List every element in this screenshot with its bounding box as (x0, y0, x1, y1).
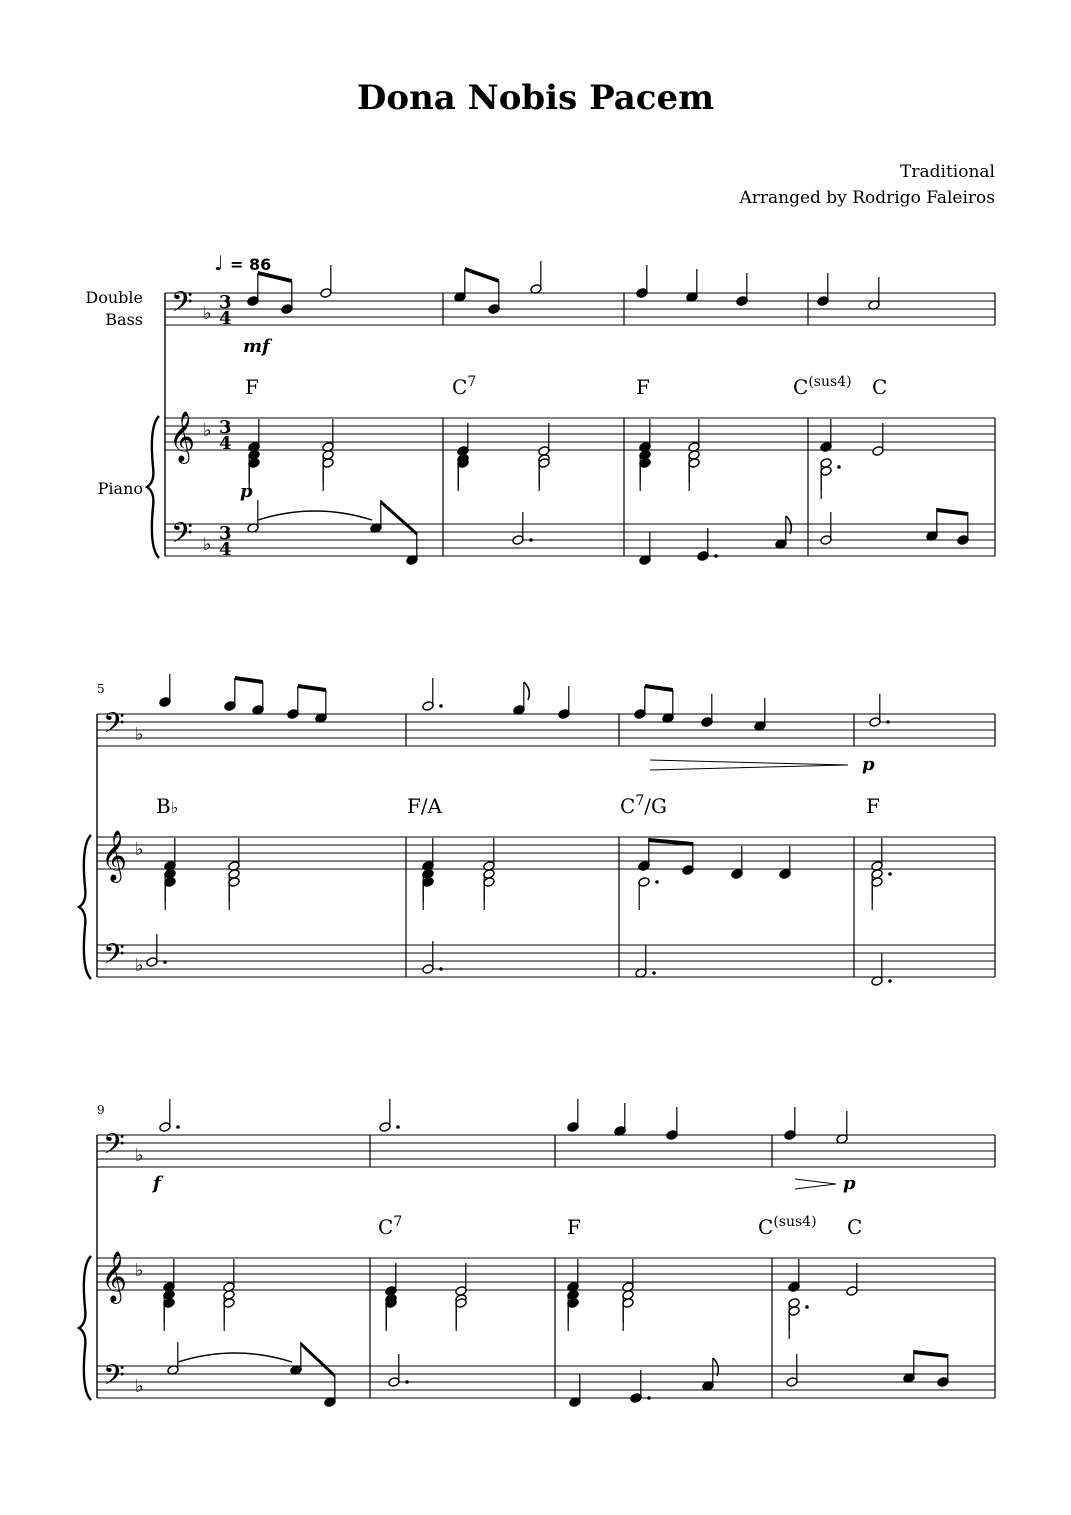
instrument-name-piano: Piano (97, 479, 143, 498)
chord-symbol: $C^{(sus4)}$ (793, 374, 852, 399)
chord-symbol: F (866, 794, 880, 818)
time-signature-bottom: 4 (219, 308, 232, 329)
piano-bass-staff (165, 524, 995, 556)
chord-symbol: F (567, 1215, 581, 1239)
time-signature-top: 3 (219, 523, 232, 544)
time-signature-bottom: 4 (219, 539, 232, 560)
dynamic-marking: p (843, 1173, 856, 1194)
augmentation-dot (163, 960, 167, 964)
augmentation-dot (529, 538, 533, 542)
chord-symbol: F (245, 375, 259, 399)
treble-clef-icon: 𝄞 (101, 1251, 128, 1302)
augmentation-dot (837, 465, 841, 469)
augmentation-dot (886, 720, 890, 724)
augmentation-dot (439, 967, 443, 971)
arranger: Arranged by Rodrigo Faleiros (739, 188, 995, 208)
tie (178, 1353, 292, 1362)
augmentation-dot (805, 1305, 809, 1309)
beam (465, 267, 499, 283)
instrument-name-bass-1: Double (85, 288, 143, 307)
piano-brace (147, 416, 159, 558)
key-signature-flat: ♭ (135, 724, 144, 745)
augmentation-dot (652, 971, 656, 975)
tie (258, 511, 372, 520)
bass-clef-icon: 𝄢 (171, 286, 193, 326)
bass-clef-icon: 𝄢 (103, 1359, 125, 1399)
key-signature-flat: ♭ (135, 1260, 144, 1281)
dynamic-marking: p (240, 481, 253, 502)
page-title: Dona Nobis Pacem (356, 78, 715, 118)
chord-symbol: $C^7/G$ (620, 793, 667, 818)
decrescendo-hairpin (650, 760, 848, 770)
augmentation-dot (647, 1396, 651, 1400)
beam (914, 1350, 948, 1358)
treble-clef-icon: 𝄞 (101, 830, 128, 881)
chord-symbol: B♭ (156, 794, 179, 818)
dynamic-marking: f (153, 1173, 161, 1194)
beam (258, 271, 292, 283)
bass-clef-icon: 𝄢 (103, 938, 125, 978)
beam (937, 508, 968, 516)
systems-container (79, 261, 995, 1407)
augmentation-dot (405, 1380, 409, 1384)
augmentation-dot (714, 554, 718, 558)
composer: Traditional (900, 162, 995, 182)
beam (381, 500, 417, 536)
decrescendo-hairpin (795, 1179, 836, 1189)
beam (301, 1342, 335, 1378)
chord-symbol: $C^7$ (452, 374, 477, 399)
measure-number: 5 (97, 682, 105, 696)
chord-symbol: F (636, 375, 650, 399)
chord-symbol: $C^{(sus4)}$ (758, 1214, 817, 1239)
piano-treble-staff (165, 418, 995, 450)
time-signature-bottom: 4 (219, 433, 232, 454)
double-bass-staff (97, 714, 995, 746)
instrument-name-bass-2: Bass (105, 310, 143, 329)
measure-number: 9 (97, 1103, 105, 1117)
dynamic-marking: p (862, 754, 875, 775)
augmentation-dot (439, 704, 443, 708)
beam (235, 676, 263, 684)
chord-symbol: C (847, 1215, 863, 1239)
piano-brace (79, 1256, 91, 1400)
bass-clef-icon: 𝄢 (103, 707, 125, 747)
eighth-flag (786, 516, 791, 534)
eighth-flag (524, 682, 529, 700)
piano-bass-staff (97, 945, 995, 977)
bass-clef-icon: 𝄢 (171, 517, 193, 557)
double-bass-staff (97, 1135, 995, 1167)
treble-clef-icon: 𝄞 (169, 411, 196, 462)
piano-bass-staff (97, 1366, 995, 1398)
key-signature-flat: ♭ (135, 1376, 144, 1397)
key-signature-flat: ♭ (203, 534, 212, 555)
tempo-marking: = 86 (230, 255, 272, 274)
beam (645, 684, 673, 692)
piano-brace (79, 835, 91, 979)
key-signature-flat: ♭ (203, 420, 212, 441)
chord-symbol: F/A (407, 794, 443, 818)
augmentation-dot (888, 872, 892, 876)
dynamic-marking: mf (243, 336, 270, 357)
time-signature-top: 3 (219, 292, 232, 313)
augmentation-dot (396, 1125, 400, 1129)
quarter-note-icon: ♩ (214, 251, 224, 275)
beam (298, 684, 326, 692)
chord-symbol: $C^7$ (378, 1214, 403, 1239)
key-signature-flat: ♭ (203, 303, 212, 324)
key-signature-flat: ♭ (135, 1145, 144, 1166)
augmentation-dot (655, 880, 659, 884)
time-signature-top: 3 (219, 417, 232, 438)
augmentation-dot (176, 1125, 180, 1129)
bass-clef-icon: 𝄢 (103, 1128, 125, 1168)
augmentation-dot (888, 979, 892, 983)
chord-symbol: C (872, 375, 888, 399)
key-signature-flat: ♭ (135, 839, 144, 860)
key-signature-flat: ♭ (135, 955, 144, 976)
eighth-flag (713, 1358, 718, 1376)
